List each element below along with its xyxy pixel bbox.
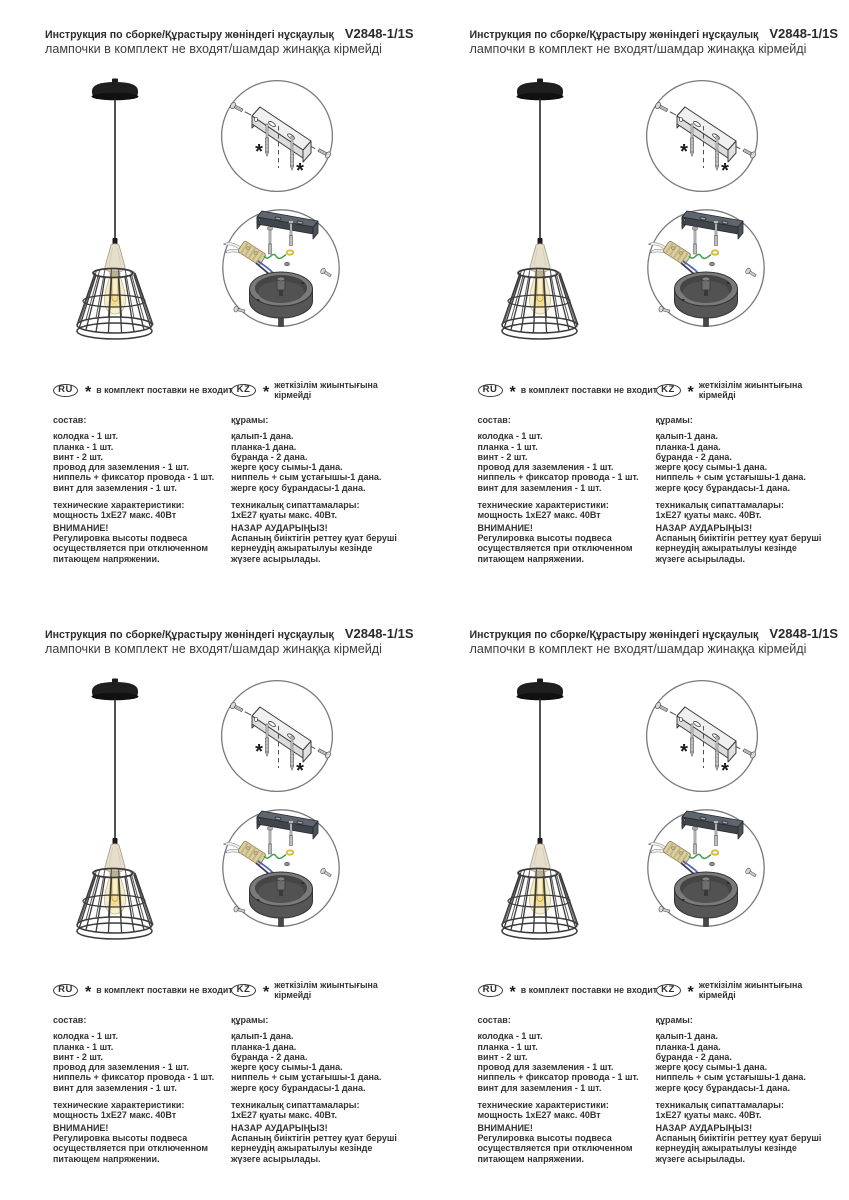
parts-list-item: винт для заземления - 1 шт.	[477, 482, 602, 493]
instruction-sheet	[0, 600, 425, 1200]
parts-list-item: планка - 1 шт.	[477, 1041, 538, 1052]
kz-not-included-note: жеткізілім жиынтығына кірмейді	[698, 379, 803, 400]
ru-specs	[53, 1100, 233, 1121]
sheet-title: Инструкция по сборке/Құрастыру жөніндегі нұсқаулық	[469, 29, 759, 41]
ru-parts-list	[53, 431, 233, 493]
sheet-title-row	[45, 626, 414, 641]
ru-warning-title: ВНИМАНИЕ!	[53, 1122, 109, 1133]
parts-list-item: жерге қосу сымы-1 дана.	[655, 1062, 768, 1073]
parts-list-item: жерге қосу бұрандасы-1 дана.	[655, 1082, 790, 1093]
not-included-asterisk: *	[679, 741, 688, 763]
not-included-asterisk: *	[720, 160, 729, 182]
sheet-header	[45, 26, 414, 56]
parts-list-item: планка - 1 шт.	[477, 441, 538, 452]
ru-section	[478, 983, 658, 1164]
asterisk-mark: *	[509, 984, 516, 1001]
ru-specs-value: мощность 1хЕ27 макс. 40Вт	[477, 1110, 601, 1121]
not-included-asterisk: *	[679, 141, 688, 163]
small-nut	[285, 862, 290, 866]
not-included-asterisk: *	[296, 760, 304, 782]
ru-section-header	[478, 383, 658, 401]
parts-list-item: ниппель + сым ұстағышы-1 дана.	[655, 472, 806, 483]
parts-list-item: бұранда - 2 дана.	[231, 451, 308, 462]
ru-section-header	[53, 383, 233, 401]
kz-parts-list	[656, 431, 836, 493]
ru-parts-list	[478, 1031, 658, 1093]
ru-section	[53, 383, 233, 564]
diagram-mounting-bracket	[644, 678, 760, 794]
kz-specs-title: техникалық сипаттамалары:	[231, 1100, 360, 1111]
cup-stem	[703, 918, 708, 927]
parts-list-item: қалып-1 дана.	[231, 1031, 294, 1042]
kz-section-header	[231, 379, 411, 401]
kz-warning-title: НАЗАР АУДАРЫҢЫЗ!	[655, 522, 753, 533]
parts-list-item: планка - 1 шт.	[53, 1041, 114, 1052]
parts-list-item: планка-1 дана.	[655, 1041, 721, 1052]
pendant-lamp-illustration	[55, 678, 185, 940]
diagram-mounting-bracket	[219, 78, 335, 194]
parts-list-item: провод для заземления - 1 шт.	[477, 1062, 614, 1073]
cup-stem	[279, 918, 284, 927]
kz-parts-list-title: құрамы:	[231, 1015, 269, 1025]
ru-warning-text: Регулировка высоты подвеса осуществляется при отключенном питающем напряжении.	[477, 1132, 633, 1164]
kz-warning-text: Аспаның биіктігін реттеу қуат беруші кернеудің ажыратылуы кезінде жүзеге асырылады.	[655, 1132, 822, 1164]
kz-parts-list	[231, 431, 411, 493]
model-number: V2848-1/1S	[344, 626, 414, 641]
kz-section	[655, 979, 836, 1164]
asterisk-mark: *	[687, 984, 694, 1001]
sheet-subtitle: лампочки в комплект не входят/шамдар жинаққа кірмейді	[469, 42, 807, 56]
kz-warning-title: НАЗАР АУДАРЫҢЫЗ!	[655, 1122, 753, 1133]
kz-specs-value: 1хЕ27 қуаты макс. 40Вт.	[655, 1110, 762, 1121]
ceiling-canopy	[92, 679, 139, 701]
parts-list-item: колодка - 1 шт.	[53, 431, 118, 442]
ru-section	[478, 383, 658, 564]
ru-warning-text: Регулировка высоты подвеса осуществляется при отключенном питающем напряжении.	[477, 532, 633, 564]
sheet-title-row	[469, 26, 838, 41]
model-number: V2848-1/1S	[769, 626, 838, 641]
ru-specs	[478, 500, 658, 521]
kz-parts-list-title: құрамы:	[231, 415, 269, 425]
ru-section	[53, 983, 233, 1164]
not-included-asterisk: *	[296, 160, 304, 182]
asterisk-mark: *	[509, 384, 516, 401]
parts-list-item: колодка - 1 шт.	[477, 431, 543, 442]
long-screw-left	[690, 124, 693, 157]
ru-specs-value: мощность 1хЕ27 макс. 40Вт	[477, 510, 601, 521]
parts-list-item: қалып-1 дана.	[655, 431, 719, 442]
kz-specs	[231, 1100, 411, 1121]
parts-list-item: провод для заземления - 1 шт.	[477, 462, 614, 473]
asterisk-mark: *	[263, 384, 270, 401]
parts-list-item: провод для заземления - 1 шт.	[53, 462, 189, 473]
parts-list-item: планка-1 дана.	[231, 1041, 297, 1052]
sheet-title-row	[45, 26, 414, 41]
sheet-header	[469, 26, 838, 56]
parts-list-item: винт для заземления - 1 шт.	[53, 482, 177, 493]
sheet-subtitle: лампочки в комплект не входят/шамдар жинаққа кірмейді	[45, 642, 382, 656]
parts-list-item: бұранда - 2 дана.	[655, 1051, 732, 1062]
diagram-canopy-wiring	[645, 207, 767, 329]
ru-specs-title: технические характеристики:	[53, 500, 185, 511]
long-screw-right	[715, 736, 718, 771]
parts-list-item: жерге қосу сымы-1 дана.	[231, 1062, 343, 1073]
sheet-header	[469, 626, 838, 656]
kz-specs	[656, 1100, 836, 1121]
asterisk-mark: *	[85, 384, 92, 401]
kz-warning-text: Аспаның биіктігін реттеу қуат беруші кернеудің ажыратылуы кезінде жүзеге асырылады.	[231, 532, 397, 564]
kz-specs-value: 1хЕ27 қуаты макс. 40Вт.	[655, 510, 762, 521]
ru-language-badge: RU	[53, 384, 78, 397]
kz-warning-text: Аспаның биіктігін реттеу қуат беруші кернеудің ажыратылуы кезінде жүзеге асырылады.	[231, 1132, 397, 1164]
kz-section-header	[656, 379, 836, 401]
parts-list-item: ниппель + сым ұстағышы-1 дана.	[231, 1072, 382, 1083]
parts-list-item: қалып-1 дана.	[655, 1031, 719, 1042]
parts-list-item: винт - 2 шт.	[53, 1051, 104, 1062]
ceiling-canopy	[516, 79, 563, 101]
kz-specs-title: техникалық сипаттамалары:	[231, 500, 360, 511]
kz-section-header	[231, 979, 411, 1001]
model-number: V2848-1/1S	[344, 26, 414, 41]
kz-specs-value: 1хЕ27 қуаты макс. 40Вт.	[231, 510, 337, 521]
ru-section-header	[478, 983, 658, 1001]
ru-specs-title: технические характеристики:	[53, 1100, 185, 1111]
ru-not-included-note: в комплект поставки не входит	[96, 984, 233, 995]
instruction-sheet	[0, 0, 425, 600]
kz-specs-title: техникалық сипаттамалары:	[655, 1100, 784, 1111]
ceiling-canopy	[516, 679, 563, 701]
kz-not-included-note: жеткізілім жиынтығына кірмейді	[698, 979, 803, 1000]
parts-list-item: жерге қосу бұрандасы-1 дана.	[655, 482, 790, 493]
ru-warning-title: ВНИМАНИЕ!	[477, 522, 533, 533]
parts-list-item: провод для заземления - 1 шт.	[53, 1062, 189, 1073]
parts-list-item: колодка - 1 шт.	[477, 1031, 543, 1042]
kz-specs	[231, 500, 411, 521]
parts-list-item: ниппель + фиксатор провода - 1 шт.	[53, 1072, 215, 1083]
kz-not-included-note: жеткізілім жиынтығына кірмейді	[274, 979, 378, 1000]
ru-parts-list-title: состав:	[477, 1015, 511, 1025]
parts-list-item: винт для заземления - 1 шт.	[53, 1082, 177, 1093]
parts-list-item: ниппель + фиксатор провода - 1 шт.	[477, 1072, 639, 1083]
ru-warning-text: Регулировка высоты подвеса осуществляется при отключенном питающем напряжении.	[53, 1132, 209, 1164]
parts-list-item: ниппель + сым ұстағышы-1 дана.	[655, 1072, 806, 1083]
parts-list-item: жерге қосу бұрандасы-1 дана.	[231, 482, 366, 493]
ru-parts-list-title: состав:	[53, 415, 87, 425]
ru-warning-text: Регулировка высоты подвеса осуществляется при отключенном питающем напряжении.	[53, 532, 209, 564]
sheet-title: Инструкция по сборке/Құрастыру жөніндегі нұсқаулық	[45, 29, 334, 41]
asterisk-mark: *	[263, 984, 270, 1001]
kz-section	[231, 979, 411, 1164]
parts-list-item: винт - 2 шт.	[477, 451, 528, 462]
sheet-title: Инструкция по сборке/Құрастыру жөніндегі нұсқаулық	[45, 629, 334, 641]
kz-warning-title: НАЗАР АУДАРЫҢЫЗ!	[231, 522, 328, 533]
pendant-lamp-illustration	[55, 78, 185, 340]
kz-specs-value: 1хЕ27 қуаты макс. 40Вт.	[231, 1110, 337, 1121]
ru-specs-title: технические характеристики:	[477, 1100, 609, 1111]
kz-language-badge: KZ	[656, 984, 681, 997]
kz-section	[655, 379, 836, 564]
kz-parts-list	[656, 1031, 836, 1093]
parts-list-item: жерге қосу сымы-1 дана.	[231, 462, 343, 473]
ru-warning-title: ВНИМАНИЕ!	[53, 522, 109, 533]
parts-list-item: жерге қосу бұрандасы-1 дана.	[231, 1082, 366, 1093]
not-included-asterisk: *	[255, 141, 263, 163]
ru-specs	[53, 500, 233, 521]
kz-parts-list-title: құрамы:	[655, 1015, 693, 1025]
parts-list-item: планка-1 дана.	[655, 441, 721, 452]
diagram-canopy-wiring	[220, 807, 342, 929]
not-included-asterisk: *	[255, 741, 263, 763]
long-screw-right	[290, 736, 293, 771]
instruction-sheet	[425, 0, 849, 600]
parts-list-item: ниппель + фиксатор провода - 1 шт.	[53, 472, 215, 483]
long-screw-left	[690, 724, 693, 757]
pendant-lamp-illustration	[480, 78, 610, 340]
ru-not-included-note: в комплект поставки не входит	[520, 384, 658, 395]
parts-list-item: колодка - 1 шт.	[53, 1031, 118, 1042]
kz-warning-title: НАЗАР АУДАРЫҢЫЗ!	[231, 1122, 328, 1133]
cup-stem	[703, 318, 708, 327]
ru-parts-list-title: состав:	[53, 1015, 87, 1025]
ru-specs-value: мощность 1хЕ27 макс. 40Вт	[53, 510, 177, 521]
ru-specs-title: технические характеристики:	[477, 500, 609, 511]
diagram-mounting-bracket	[644, 78, 760, 194]
parts-list-item: винт для заземления - 1 шт.	[477, 1082, 602, 1093]
instruction-sheet	[425, 600, 849, 1200]
kz-specs	[656, 500, 836, 521]
kz-language-badge: KZ	[231, 984, 256, 997]
parts-list-item: планка - 1 шт.	[53, 441, 114, 452]
ru-specs-value: мощность 1хЕ27 макс. 40Вт	[53, 1110, 177, 1121]
model-number: V2848-1/1S	[769, 26, 838, 41]
ru-language-badge: RU	[478, 984, 503, 997]
parts-list-item: винт - 2 шт.	[53, 451, 104, 462]
ru-language-badge: RU	[53, 984, 78, 997]
ru-warning-title: ВНИМАНИЕ!	[477, 1122, 533, 1133]
kz-not-included-note: жеткізілім жиынтығына кірмейді	[274, 379, 378, 400]
small-nut	[709, 862, 714, 866]
kz-section-header	[656, 979, 836, 1001]
ru-not-included-note: в комплект поставки не входит	[520, 984, 658, 995]
cup-stem	[279, 318, 284, 327]
kz-section	[231, 379, 411, 564]
kz-warning-text: Аспаның биіктігін реттеу қуат беруші кернеудің ажыратылуы кезінде жүзеге асырылады.	[655, 532, 822, 564]
sheet-subtitle: лампочки в комплект не входят/шамдар жинаққа кірмейді	[45, 42, 382, 56]
parts-list-item: жерге қосу сымы-1 дана.	[655, 462, 768, 473]
ceiling-canopy	[92, 79, 139, 101]
sheet-title-row	[469, 626, 838, 641]
sheet-header	[45, 626, 414, 656]
parts-list-item: планка-1 дана.	[231, 441, 297, 452]
asterisk-mark: *	[687, 384, 694, 401]
kz-parts-list-title: құрамы:	[655, 415, 693, 425]
ru-not-included-note: в комплект поставки не входит	[96, 384, 233, 395]
kz-language-badge: KZ	[231, 384, 256, 397]
diagram-mounting-bracket	[219, 678, 335, 794]
diagram-canopy-wiring	[645, 807, 767, 929]
parts-list-item: ниппель + фиксатор провода - 1 шт.	[477, 472, 639, 483]
long-screw-right	[715, 136, 718, 171]
ru-parts-list	[53, 1031, 233, 1093]
ru-parts-list-title: состав:	[477, 415, 511, 425]
diagram-canopy-wiring	[220, 207, 342, 329]
ru-parts-list	[478, 431, 658, 493]
not-included-asterisk: *	[720, 760, 729, 782]
sheet-title: Инструкция по сборке/Құрастыру жөніндегі нұсқаулық	[469, 629, 759, 641]
pendant-lamp-illustration	[480, 678, 610, 940]
kz-language-badge: KZ	[656, 384, 681, 397]
parts-list-item: бұранда - 2 дана.	[655, 451, 732, 462]
ru-specs	[478, 1100, 658, 1121]
long-screw-right	[290, 136, 293, 171]
ru-section-header	[53, 983, 233, 1001]
parts-list-item: бұранда - 2 дана.	[231, 1051, 308, 1062]
parts-list-item: ниппель + сым ұстағышы-1 дана.	[231, 472, 382, 483]
parts-list-item: қалып-1 дана.	[231, 431, 294, 442]
long-screw-left	[265, 124, 268, 157]
sheet-subtitle: лампочки в комплект не входят/шамдар жинаққа кірмейді	[469, 642, 807, 656]
parts-list-item: винт - 2 шт.	[477, 1051, 528, 1062]
long-screw-left	[265, 724, 268, 757]
kz-specs-title: техникалық сипаттамалары:	[655, 500, 784, 511]
small-nut	[709, 262, 714, 266]
asterisk-mark: *	[85, 984, 92, 1001]
ru-language-badge: RU	[478, 384, 503, 397]
kz-parts-list	[231, 1031, 411, 1093]
small-nut	[285, 262, 290, 266]
